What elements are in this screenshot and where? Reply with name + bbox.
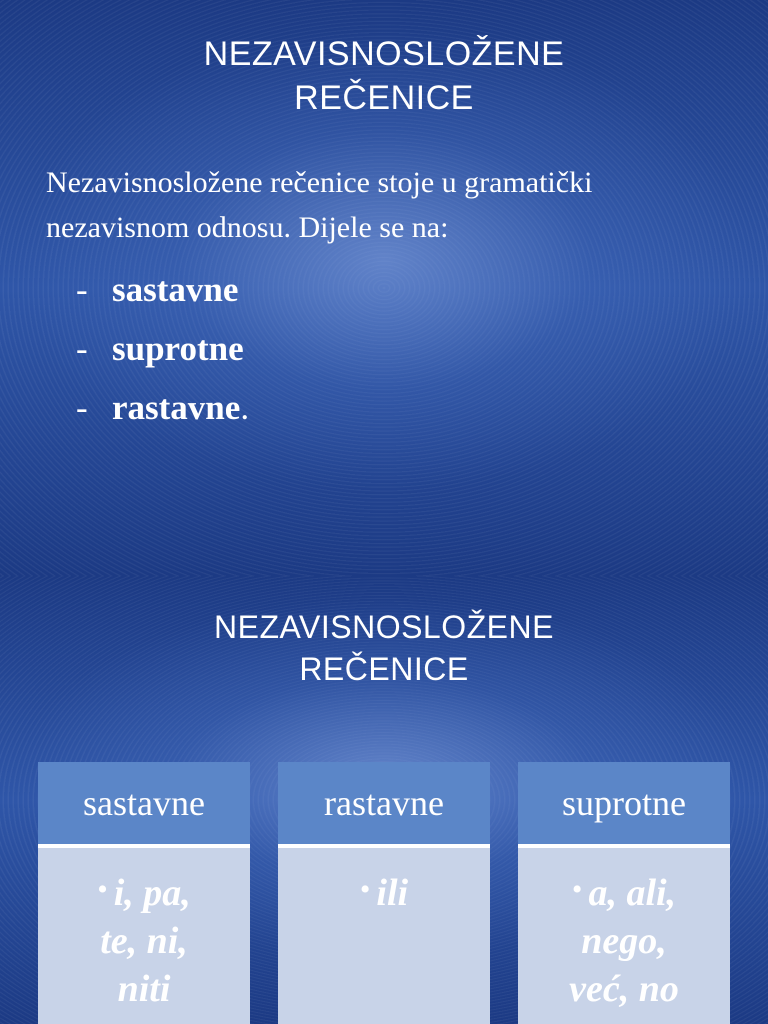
conjunction-line-2: te, ni, (100, 920, 188, 962)
slide-1-title (0, 32, 768, 120)
box-body (518, 848, 730, 1024)
box-conjunctions (38, 866, 250, 1013)
list-item-suprotne (76, 319, 249, 378)
slide-1-title-line-2: REČENICE (294, 79, 474, 117)
list-item-rastavne (76, 378, 249, 437)
box-header: suprotne (518, 762, 730, 848)
box-suprotne (518, 762, 730, 1024)
list-dash: - (76, 388, 88, 427)
box-conjunctions (278, 866, 490, 917)
type-list (76, 260, 249, 437)
list-item-sastavne (76, 260, 249, 319)
list-item-label: rastavne (112, 388, 241, 427)
conjunction-line-1: a, ali, (588, 872, 677, 914)
bullet-icon: • (571, 873, 583, 906)
list-item-label: suprotne (112, 329, 244, 368)
box-body (38, 848, 250, 1024)
box-conjunctions (518, 866, 730, 1013)
box-header: sastavne (38, 762, 250, 848)
slide-2-title (0, 606, 768, 690)
conjunction-line-2: nego, (581, 920, 667, 962)
conjunction-line-3: niti (117, 968, 171, 1010)
conjunction-line-1: ili (376, 872, 409, 914)
box-sastavne (38, 762, 250, 1024)
box-rastavne (278, 762, 490, 1024)
slide-1-title-line-1: NEZAVISNOSLOŽENE (203, 35, 565, 73)
conjunction-line-1: i, pa, (113, 872, 191, 914)
list-dash: - (76, 329, 88, 368)
intro-line-2: nezavisnom odnosu. Dijele se na: (46, 211, 449, 244)
bullet-icon: • (359, 873, 371, 906)
slide-2-title-line-2: REČENICE (299, 651, 469, 687)
intro-paragraph (46, 160, 726, 250)
box-header: rastavne (278, 762, 490, 848)
slide-2-title-line-1: NEZAVISNOSLOŽENE (214, 609, 554, 645)
intro-line-1: Nezavisnosložene rečenice stoje u gramatički (46, 166, 593, 199)
list-item-label: sastavne (112, 270, 239, 309)
list-dash: - (76, 270, 88, 309)
list-item-suffix: . (240, 388, 250, 427)
bullet-icon: • (97, 873, 108, 906)
slide-2 (0, 576, 768, 1024)
box-body (278, 848, 490, 1024)
conjunction-line-3: već, no (569, 968, 679, 1010)
